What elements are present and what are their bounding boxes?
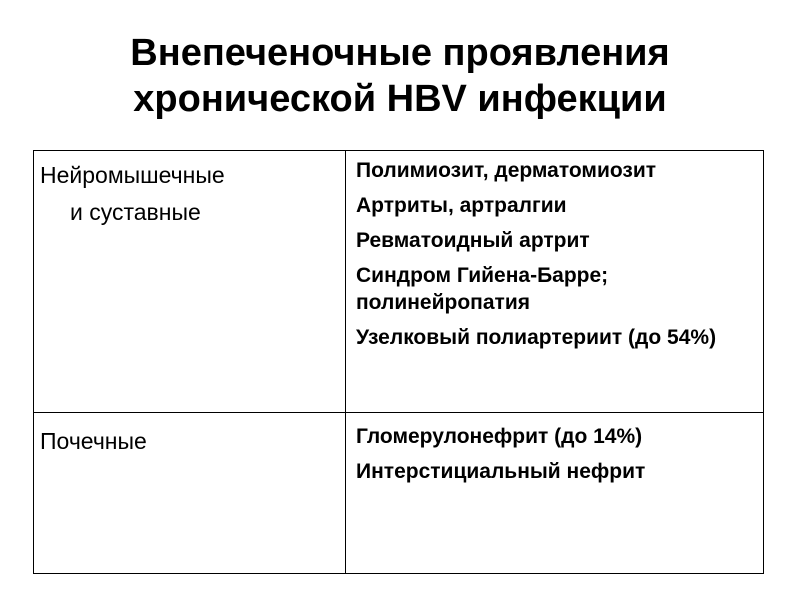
items-cell bbox=[346, 413, 764, 574]
page-title bbox=[0, 30, 800, 122]
items-cell bbox=[346, 151, 764, 413]
category-label-continued: и суставные bbox=[70, 199, 201, 225]
title-line-2: хронической HBV инфекции bbox=[133, 78, 667, 120]
table-row bbox=[34, 151, 764, 413]
list-item: Артриты, артралгии bbox=[356, 194, 567, 217]
category-cell bbox=[34, 151, 346, 413]
manifestations-table bbox=[33, 150, 764, 574]
list-item: Полимиозит, дерматомиозит bbox=[356, 159, 657, 182]
category-label: Нейромышечные bbox=[40, 162, 225, 188]
list-item: Синдром Гийена-Барре; полинейропатия bbox=[356, 264, 609, 314]
category-label: Почечные bbox=[40, 428, 147, 454]
list-item: Интерстициальный нефрит bbox=[356, 460, 646, 483]
category-cell bbox=[34, 413, 346, 574]
list-item: Гломерулонефрит (до 14%) bbox=[356, 425, 643, 448]
table-row bbox=[34, 413, 764, 574]
title-line-1: Внепеченочные проявления bbox=[130, 32, 670, 74]
list-item: Узелковый полиартериит (до 54%) bbox=[356, 326, 717, 349]
list-item: Ревматоидный артрит bbox=[356, 229, 590, 252]
